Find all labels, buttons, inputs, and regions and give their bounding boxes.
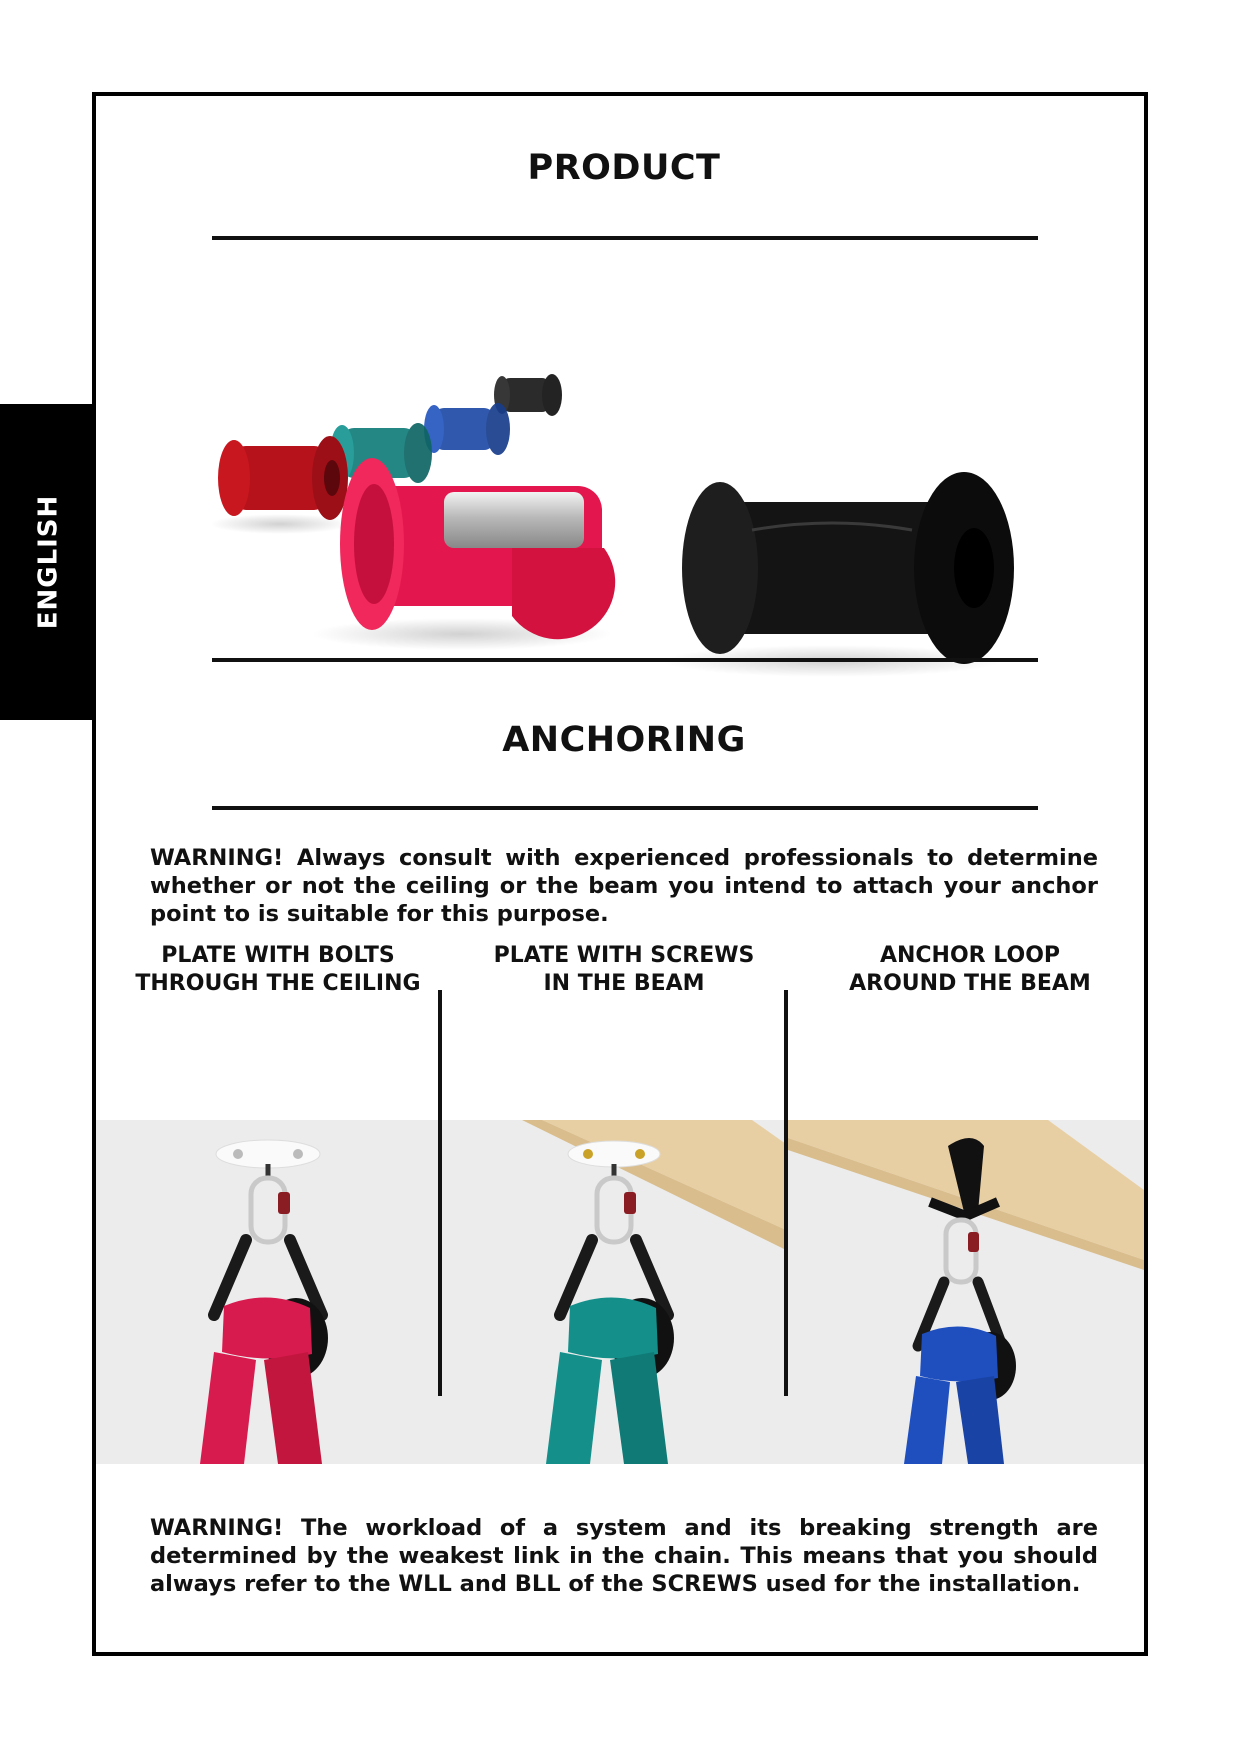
spool-red-small (212, 436, 350, 534)
product-bottom-rule (212, 658, 1038, 662)
product-top-rule (212, 236, 1038, 240)
warning-top: WARNING! Always consult with experienced professionals to determine whether or not the ceiling or the beam you intend to attach your anchor point to is suitable for this purpose. (150, 845, 1098, 927)
anchoring-photo-strip (96, 1120, 1144, 1464)
method-title-screws-line2: IN THE BEAM (543, 971, 705, 996)
warning-bottom: WARNING! The workload of a system and its breaking strength are determined by the weakest link in the chain. This means that you should always refer to the WLL and BLL of the SCREWS used for the installation. (150, 1515, 1098, 1597)
photo-anchor-loop (788, 1120, 1144, 1464)
spool-black-large (662, 472, 1014, 677)
method-title-bolts (108, 942, 448, 998)
spool-blue-small (424, 403, 510, 455)
fabric-knot-pink (222, 1297, 312, 1358)
method-title-screws-line1: PLATE WITH SCREWS (493, 943, 755, 968)
page-frame (92, 92, 1148, 1656)
photo-plate-bolts (96, 1120, 440, 1464)
method-title-loop (800, 942, 1140, 998)
column-divider-2 (784, 990, 788, 1396)
photo-plate-screws (442, 1120, 786, 1464)
product-heading: PRODUCT (527, 148, 721, 188)
fabric-knot-blue (920, 1326, 998, 1381)
language-tab-label: ENGLISH (33, 494, 63, 630)
spool-pink-cutaway (312, 458, 615, 650)
method-title-screws (454, 942, 794, 998)
anchoring-heading: ANCHORING (502, 720, 746, 760)
language-tab (0, 404, 96, 720)
anchoring-rule (212, 806, 1038, 810)
method-title-bolts-line1: PLATE WITH BOLTS (161, 943, 395, 968)
method-title-bolts-line2: THROUGH THE CEILING (135, 971, 421, 996)
column-divider-1 (438, 990, 442, 1396)
method-title-loop-line1: ANCHOR LOOP (879, 943, 1061, 968)
method-title-loop-line2: AROUND THE BEAM (849, 971, 1091, 996)
fabric-knot-teal (568, 1297, 658, 1358)
product-photo (212, 316, 1038, 756)
